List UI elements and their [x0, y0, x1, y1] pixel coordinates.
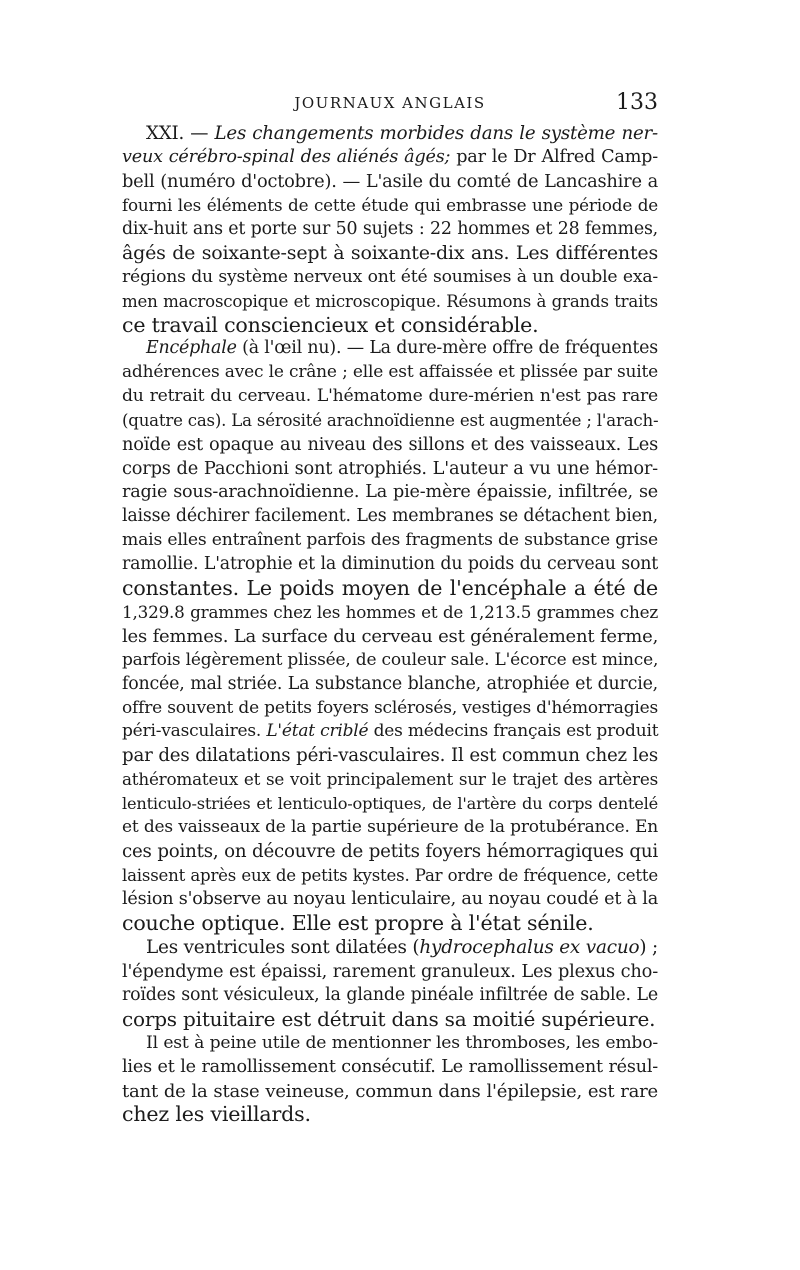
text-segment: l'épendyme est épaissi, rarement granuleux. Les plexus cho-	[122, 960, 658, 982]
text-line	[122, 864, 658, 888]
text-segment: âgés de soixante-sept à soixante-dix ans. Les différentes	[122, 241, 658, 264]
text-line	[122, 409, 658, 433]
text-line	[122, 768, 658, 792]
text-segment: offre souvent de petits foyers sclérosés, vestiges d'hémorragies	[122, 697, 658, 718]
text-segment: 1,329.8 grammes chez les hommes et de 1,213.5 grammes chez	[122, 601, 658, 622]
text-line	[122, 720, 658, 744]
running-head	[122, 92, 658, 116]
text-segment: du retrait du cerveau. L'hématome dure-mérien n'est pas rare	[122, 386, 658, 407]
text-segment: les femmes. La surface du cerveau est généralement ferme,	[122, 625, 659, 647]
text-segment: fourni les éléments de cette étude qui embrasse une période de	[122, 194, 658, 215]
text-line	[122, 840, 658, 864]
text-line	[122, 529, 658, 553]
page-number: 133	[616, 90, 658, 115]
text-line	[122, 984, 658, 1008]
text-line	[122, 888, 658, 912]
text-segment: lésion s'observe au noyau lenticulaire, au noyau coudé et à la	[122, 889, 659, 909]
text-line	[122, 337, 658, 361]
text-line	[122, 744, 658, 768]
text-line	[122, 816, 658, 840]
text-segment: chez les vieillards.	[122, 1102, 311, 1127]
text-segment: laisse déchirer facilement. Les membranes se détachent bien,	[122, 506, 658, 526]
text-line	[122, 194, 658, 218]
text-segment: adhérences avec le crâne ; elle est affaissée et plissée par suite	[122, 362, 658, 383]
text-segment: lies et le ramollissement consécutif. Le ramollissement résul-	[122, 1056, 658, 1077]
text-segment: constantes. Le poids moyen de l'encéphale a été de	[122, 575, 658, 600]
text-line	[122, 290, 658, 314]
text-segment: ces points, on découvre de petits foyers hémorragiques qui	[122, 841, 658, 863]
text-segment: tant de la stase veineuse, commun dans l'épilepsie, est rare	[122, 1080, 658, 1102]
text-segment: couche optique. Elle est propre à l'état sénile.	[122, 910, 594, 935]
text-line	[122, 577, 658, 601]
text-segment: ) ;	[639, 936, 659, 958]
text-segment: (quatre cas). La sérosité arachnoïdienne est augmentée ; l'arach-	[122, 411, 659, 431]
text-segment: roïdes sont vésiculeux, la glande pinéale infiltrée de sable. Le	[122, 984, 658, 1005]
text-segment: XXI. —	[146, 123, 215, 144]
text-line	[122, 314, 658, 338]
text-line	[122, 433, 658, 457]
italic-text: L'état criblé	[266, 721, 369, 742]
text-line	[122, 505, 658, 529]
text-line	[122, 218, 658, 242]
italic-text: veux cérébro-spinal des aliénés âgés;	[122, 146, 451, 167]
italic-text: Encéphale	[146, 338, 237, 359]
text-line	[122, 649, 658, 673]
text-line	[122, 170, 658, 194]
text-segment: noïde est opaque au niveau des sillons et des vaisseaux. Les	[122, 434, 658, 456]
text-segment: bell (numéro d'octobre). — L'asile du comté de Lancashire a	[122, 170, 658, 192]
text-line	[122, 385, 658, 409]
text-segment: dix-huit ans et porte sur 50 sujets : 22 hommes et 28 femmes,	[122, 218, 658, 239]
text-segment: men macroscopique et microscopique. Résumons à grands traits	[122, 291, 658, 311]
text-line	[122, 601, 658, 625]
text-segment: Les ventricules sont dilatées (	[146, 936, 420, 958]
text-segment: des médecins français est produit	[368, 721, 659, 742]
text-segment: ragie sous-arachnoïdienne. La pie-mère épaissie, infiltrée, se	[122, 482, 658, 503]
text-line	[122, 960, 658, 984]
text-segment: lenticulo-striées et lenticulo-optiques, de l'artère du corps dentelé	[122, 794, 658, 814]
text-segment: régions du système nerveux ont été soumises à un double exa-	[122, 266, 658, 287]
text-segment: mais elles entraînent parfois des fragments de substance grise	[122, 529, 658, 550]
text-segment: corps pituitaire est détruit dans sa moitié supérieure.	[122, 1006, 656, 1031]
italic-text: hydrocephalus ex vacuo	[419, 936, 640, 958]
text-line	[122, 146, 658, 170]
text-segment: par des dilatations péri-vasculaires. Il est commun chez les	[122, 745, 658, 767]
text-line	[122, 553, 658, 577]
text-line	[122, 481, 658, 505]
text-line	[122, 1008, 658, 1032]
text-segment: par le Dr Alfred Camp-	[450, 146, 658, 167]
running-title: JOURNAUX ANGLAIS	[294, 94, 486, 112]
body-text	[122, 122, 658, 1127]
text-line	[122, 625, 658, 649]
text-segment: foncée, mal striée. La substance blanche, atrophiée et durcie,	[122, 673, 658, 694]
text-line	[122, 792, 658, 816]
text-line	[122, 1032, 658, 1056]
text-segment: ce travail consciencieux et considérable.	[122, 312, 539, 337]
text-segment: parfois légèrement plissée, de couleur sale. L'écorce est mince,	[122, 649, 659, 670]
text-line	[122, 242, 658, 266]
text-segment: péri-vasculaires.	[122, 721, 267, 742]
text-segment: athéromateux et se voit principalement sur le trajet des artères	[122, 769, 658, 790]
text-line	[122, 361, 658, 385]
text-line	[122, 1103, 658, 1127]
text-line	[122, 1056, 658, 1080]
text-line	[122, 266, 658, 290]
text-segment: ramollie. L'atrophie et la diminution du poids du cerveau sont	[122, 553, 658, 574]
text-line	[122, 673, 658, 697]
text-line	[122, 457, 658, 481]
text-line	[122, 936, 658, 960]
text-segment: Il est à peine utile de mentionner les thromboses, les embo-	[146, 1032, 658, 1053]
text-segment: et des vaisseaux de la partie supérieure de la protubérance. En	[122, 817, 658, 838]
text-segment: corps de Pacchioni sont atrophiés. L'auteur a vu une hémor-	[122, 458, 658, 480]
text-segment: laissent après eux de petits kystes. Par ordre de fréquence, cette	[122, 866, 658, 886]
text-line	[122, 912, 658, 936]
text-segment: (à l'œil nu). — La dure-mère offre de fréquentes	[236, 338, 658, 359]
text-line	[122, 697, 658, 721]
text-line	[122, 1080, 658, 1104]
italic-text: Les changements morbides dans le système ner-	[214, 123, 658, 144]
text-line	[122, 122, 658, 146]
